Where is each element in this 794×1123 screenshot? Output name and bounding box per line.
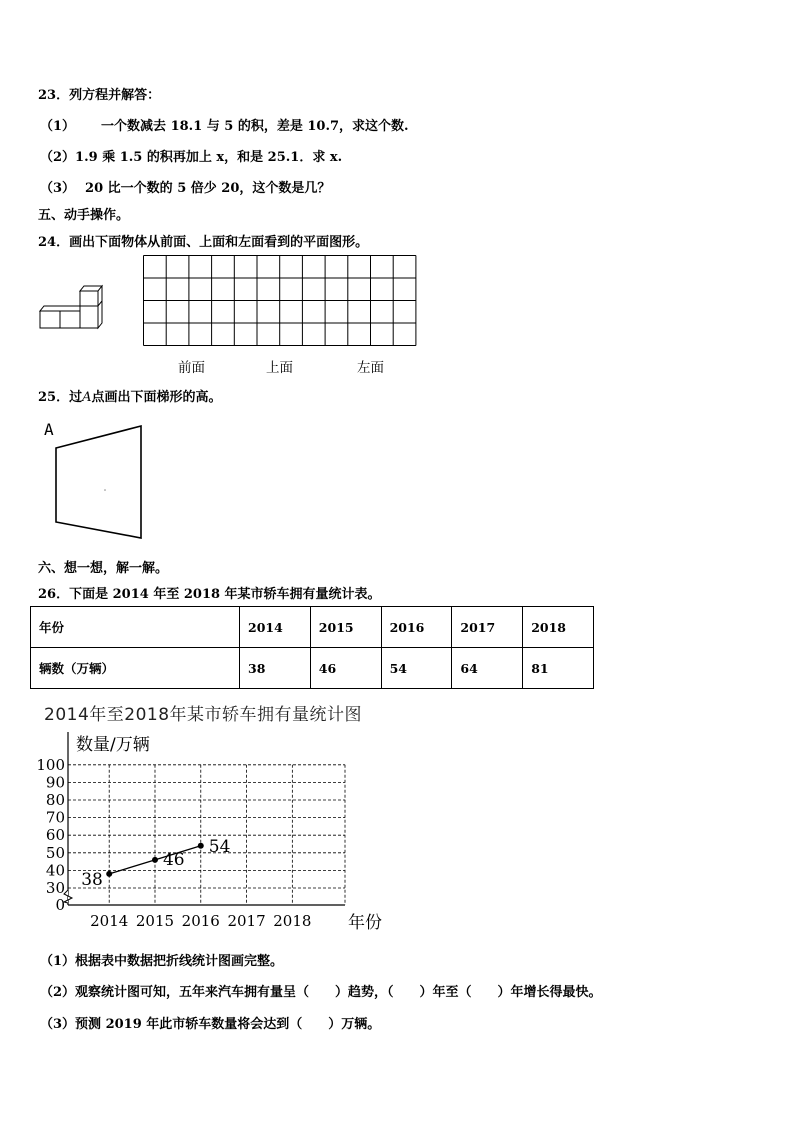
table-header-year: 年份 [31,607,240,648]
x-tick-label: 2015 [135,912,175,930]
q25-point-a-text: A [82,390,92,405]
axis-break [64,890,72,903]
q23-part3 [40,177,330,196]
table-cell-count: 81 [523,648,594,689]
chart-title: 2014年至2018年某市轿车拥有量统计图 [44,705,363,725]
data-label: 38 [81,869,103,890]
car-ownership-table [30,606,594,689]
x-tick-label: 2018 [273,912,312,930]
q23-part1-number: （1） [40,119,76,134]
y-axis-title: 数量/万辆 [76,735,150,755]
q23-title: 23．列方程并解答： [38,88,161,103]
table-cell-year: 2014 [240,607,311,648]
line-chart [30,728,390,938]
trapezoid-figure [50,420,150,545]
data-point [152,857,158,863]
data-label: 54 [208,836,231,857]
section-six-heading: 六、想一想，解一解。 [38,561,169,576]
y-tick-label: 100 [36,755,65,774]
table-row [31,607,594,648]
table-cell-year: 2018 [523,607,594,648]
q26-sub2: （2）观察统计图可知，五年来汽车拥有量呈（ ）趋势，（ ）年至（ ）年增长得最快。 [40,985,602,1000]
table-cell-year: 2015 [310,607,381,648]
x-axis-title: 年份 [348,913,382,933]
table-cell-year: 2017 [452,607,523,648]
q25-title [38,386,222,405]
data-point [198,843,204,849]
q25-title-suffix: 点画出下面梯形的高。 [91,390,222,405]
data-label: 46 [162,849,185,870]
label-front-view: 前面 [178,360,205,376]
table-cell-count: 38 [240,648,311,689]
label-top-view: 上面 [266,360,293,376]
table-row [31,648,594,689]
table-cell-count: 64 [452,648,523,689]
q23-part3-text: 20 比一个数的 5 倍少 20，这个数是几？ [85,181,331,196]
section-five-heading: 五、动手操作。 [38,208,130,223]
cube-stack-figure [38,283,108,331]
y-tick-label: 0 [55,896,65,914]
data-point [106,871,112,877]
q26-sub1: （1）根据表中数据把折线统计图画完整。 [40,954,284,969]
x-tick-label: 2014 [90,912,129,930]
drawing-grid [143,255,418,350]
q23-part3-number: （3） [40,181,76,196]
table-cell-year: 2016 [381,607,452,648]
table-header-count: 辆数（万辆） [31,648,240,689]
y-tick-label: 30 [45,879,65,897]
q23-part1-text: 一个数减去 18.1 与 5 的积，差是 10.7，求这个数. [101,119,409,134]
y-tick-label: 90 [45,773,65,792]
y-tick-label: 80 [45,791,65,809]
table-cell-count: 54 [381,648,452,689]
label-left-view: 左面 [357,360,384,376]
x-tick-label: 2016 [181,912,220,930]
q26-title: 26．下面是 2014 年至 2018 年某市轿车拥有量统计表。 [38,587,381,602]
q23-part2: （2）1.9 乘 1.5 的积再加上 x，和是 25.1．求 x. [40,150,343,165]
y-tick-label: 60 [45,826,65,845]
y-tick-label: 70 [45,808,65,827]
x-tick-label: 2017 [227,912,266,930]
trapezoid-point-a-label: A [44,420,54,439]
table-cell-count: 46 [310,648,381,689]
q26-sub3: （3）预测 2019 年此市轿车数量将会达到（ ）万辆。 [40,1017,381,1032]
y-tick-label: 50 [45,843,65,862]
y-tick-label: 40 [45,861,65,880]
q24-title: 24．画出下面物体从前面、上面和左面看到的平面图形。 [38,235,369,250]
q25-title-prefix: 25．过 [38,390,83,405]
q23-part1 [40,115,409,134]
